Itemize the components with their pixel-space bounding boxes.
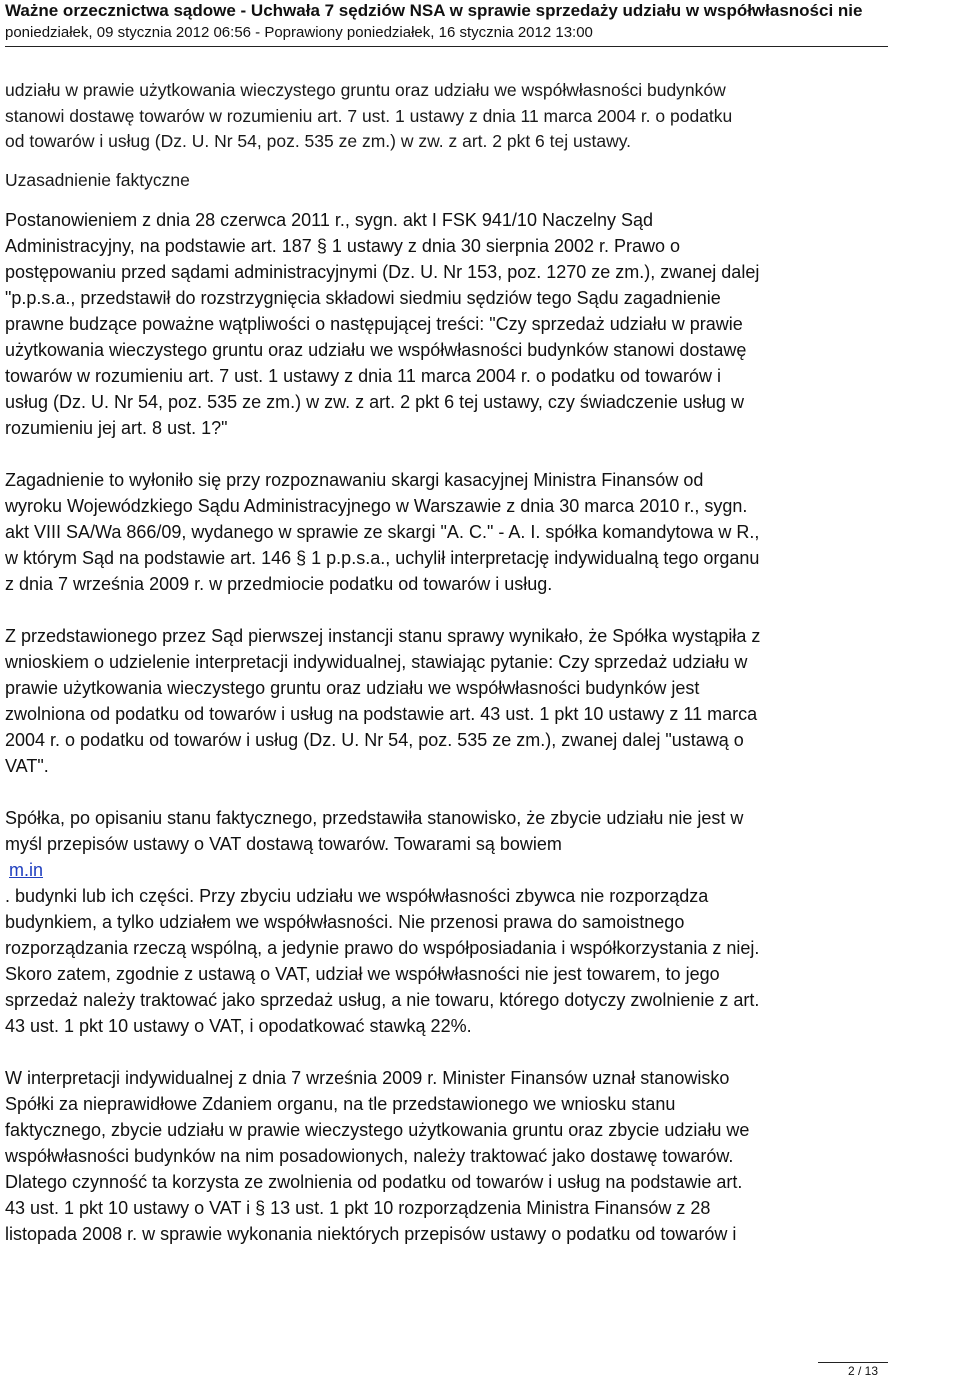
text-line: Postanowieniem z dnia 28 czerwca 2011 r., sygn. akt I FSK 941/10 Naczelny Sąd: [5, 209, 654, 230]
text-line: Z przedstawionego przez Sąd pierwszej instancji stanu sprawy wynikało, że Spółka wystąpiła z: [5, 625, 761, 646]
text-line: VAT".: [5, 755, 49, 776]
text-line: 2004 r. o podatku od towarów i usług (Dz. U. Nr 54, poz. 535 ze zm.), zwanej dalej "ustawą o: [5, 729, 744, 750]
text-line: zwolniona od podatku od towarów i usług na podstawie art. 43 ust. 1 pkt 10 ustawy z 11 marca: [5, 703, 758, 724]
text-line: usług (Dz. U. Nr 54, poz. 535 ze zm.) w zw. z art. 2 pkt 6 tej ustawy, czy świadczenie usług w: [5, 391, 744, 412]
paragraph-referral: [5, 207, 905, 441]
text-line: użytkowania wieczystego gruntu oraz udziału we współwłasności budynków stanowi dostawę: [5, 339, 747, 360]
paragraph-facts: [5, 623, 905, 779]
paragraph-company-position: [5, 805, 905, 1039]
text-line: towarów w rozumieniu art. 7 ust. 1 ustawy z dnia 11 marca 2004 r. o podatku od towarów i: [5, 365, 722, 386]
header-divider: [5, 46, 888, 47]
text-line: udziału w prawie użytkowania wieczystego gruntu oraz udziału we współwłasności budynków: [5, 80, 726, 100]
footer-divider: [818, 1362, 888, 1363]
text-line: budynkiem, a tylko udziałem we współwłasności. Nie przenosi prawa do samoistnego: [5, 911, 685, 932]
paragraph-cassation-origin: [5, 467, 905, 597]
text-line: 43 ust. 1 pkt 10 ustawy o VAT i § 13 ust. 1 pkt 10 rozporządzenia Ministra Finansów z 28: [5, 1197, 711, 1218]
page-header: [5, 0, 960, 44]
text-line: Skoro zatem, zgodnie z ustawą o VAT, udział we współwłasności nie jest towarem, to jego: [5, 963, 720, 984]
text-line: akt VIII SA/Wa 866/09, wydanego w sprawie ze skargi "A. C." - A. I. spółka komandytowa w R.,: [5, 521, 760, 542]
text-line: Spółki za nieprawidłowe Zdaniem organu, na tle przedstawionego we wniosku stanu: [5, 1093, 676, 1114]
paragraph-ministry-interpretation: [5, 1065, 905, 1247]
document-title: Ważne orzecznictwa sądowe - Uchwała 7 sędziów NSA w sprawie sprzedaży udziału w współwłasności nie: [5, 1, 863, 20]
text-line: Dlatego czynność ta korzysta ze zwolnienia od podatku od towarów i usług na podstawie art.: [5, 1171, 743, 1192]
text-line: myśl przepisów ustawy o VAT dostawą towarów. Towarami są bowiem: [5, 833, 562, 854]
text-line: postępowaniu przed sądami administracyjnymi (Dz. U. Nr 153, poz. 1270 ze zm.), zwanej dalej: [5, 261, 760, 282]
text-line: rozumieniu jej art. 8 ust. 1?": [5, 417, 228, 438]
text-line: "p.p.s.a., przedstawił do rozstrzygnięcia składowi siedmiu sędziów tego Sądu zagadnienie: [5, 287, 721, 308]
text-line: wnioskiem o udzielenie interpretacji indywidualnej, stawiając pytanie: Czy sprzedaż udziału w: [5, 651, 748, 672]
text-line: sprzedaż należy traktować jako sprzedaż usług, a nie towaru, którego dotyczy zwolnienie z art.: [5, 989, 760, 1010]
mid-text-link[interactable]: m.in: [9, 859, 44, 880]
text-line: od towarów i usług (Dz. U. Nr 54, poz. 535 ze zm.) w zw. z art. 2 pkt 6 tej ustawy.: [5, 131, 632, 152]
text-line: Spółka, po opisaniu stanu faktycznego, przedstawiła stanowisko, że zbycie udziału nie jest w: [5, 807, 744, 828]
page-number: 2 / 13: [847, 1364, 878, 1378]
publication-dates: poniedziałek, 09 stycznia 2012 06:56 - Poprawiony poniedziałek, 16 stycznia 2012 13:00: [5, 24, 593, 41]
article-body: [5, 78, 905, 1247]
section-heading: Uzasadnienie faktyczne: [5, 170, 190, 191]
text-line: W interpretacji indywidualnej z dnia 7 września 2009 r. Minister Finansów uznał stanowisko: [5, 1067, 730, 1088]
text-line: rozporządzania rzeczą wspólną, a jedynie prawo do współposiadania i współkorzystania z niej.: [5, 937, 760, 958]
text-line: listopada 2008 r. w sprawie wykonania niektórych przepisów ustawy o podatku od towarów i: [5, 1223, 737, 1244]
text-line: 43 ust. 1 pkt 10 ustawy o VAT, i opodatkować stawką 22%.: [5, 1015, 472, 1036]
text-line: stanowi dostawę towarów w rozumieniu art. 7 ust. 1 ustawy z dnia 11 marca 2004 r. o podatku: [5, 105, 733, 126]
text-line: Administracyjny, na podstawie art. 187 § 1 ustawy z dnia 30 sierpnia 2002 r. Prawo o: [5, 235, 681, 256]
text-line: faktycznego, zbycie udziału w prawie wieczystego użytkowania gruntu oraz zbycie udziału we: [5, 1119, 750, 1140]
text-line: . budynki lub ich części. Przy zbyciu udziału we współwłasności zbywca nie rozporządza: [5, 885, 709, 906]
text-line: z dnia 7 września 2009 r. w przedmiocie podatku od towarów i usług.: [5, 573, 553, 594]
paragraph-resolution-conclusion: [5, 78, 905, 155]
text-line: wyroku Wojewódzkiego Sądu Administracyjnego w Warszawie z dnia 30 marca 2010 r., sygn.: [5, 495, 748, 516]
text-line: prawie użytkowania wieczystego gruntu oraz udziału we współwłasności budynków jest: [5, 677, 700, 698]
text-line: współwłasności budynków na nim posadowionych, należy traktować jako dostawę towarów.: [5, 1145, 734, 1166]
text-line: Zagadnienie to wyłoniło się przy rozpoznawaniu skargi kasacyjnej Ministra Finansów od: [5, 469, 704, 490]
text-line: w którym Sąd na podstawie art. 146 § 1 p.p.s.a., uchylił interpretację indywidualną tego organu: [5, 547, 760, 568]
text-line: prawne budzące poważne wątpliwości o następującej treści: "Czy sprzedaż udziału w prawie: [5, 313, 743, 334]
